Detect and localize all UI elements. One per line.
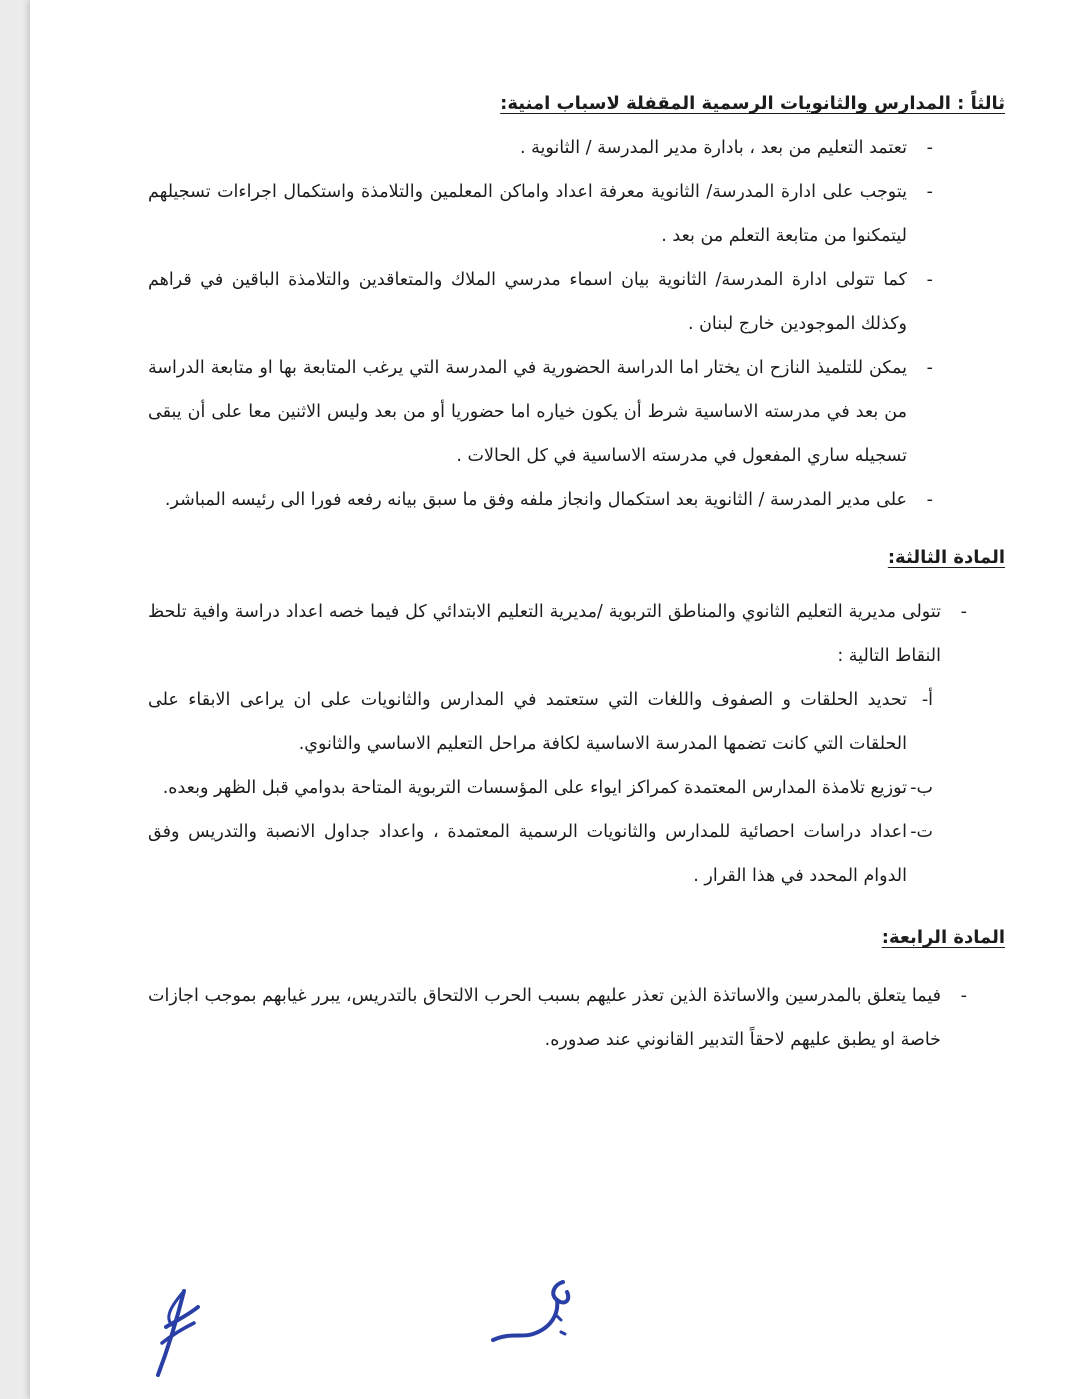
list-item: - كما تتولى ادارة المدرسة/ الثانوية بيان اسماء مدرسي الملاك والمتعاقدين والتلامذة الباقين في قراهم وكذلك الموجودين خارج لبنان . [148, 258, 1005, 346]
point-letter: ب- [910, 778, 933, 798]
list-item: - تعتمد التعليم من بعد ، بادارة مدير المدرسة / الثانوية . [148, 126, 1005, 170]
point-text: اعداد دراسات احصائية للمدارس والثانويات الرسمية المعتمدة ، واعداد جداول الانصبة والتدريس وفق الدوام المحدد في هذا القرار . [148, 822, 907, 886]
document-body [148, 90, 1005, 1062]
point-text: توزيع تلامذة المدارس المعتمدة كمراكز ايواء على المؤسسات التربوية المتاحة بدوامي قبل الظهر وبعده. [162, 778, 907, 798]
list-item [148, 678, 1005, 766]
section-three-heading: ثالثاً : المدارس والثانويات الرسمية المقفلة لاسباب امنية: [500, 93, 1005, 114]
point-letter: أ- [921, 690, 933, 710]
list-item: - فيما يتعلق بالمدرسين والاساتذة الذين تعذر عليهم بسبب الحرب الالتحاق بالتدريس، يبرر غيابهم بموجب اجازات خاصة او يطبق عليهم لاحقاً التدبير القانوني عند صدوره. [148, 974, 1005, 1062]
article-three-points [148, 678, 1005, 898]
point-letter: ت- [910, 822, 933, 842]
list-item: - يمكن للتلميذ النازح ان يختار اما الدراسة الحضورية في المدرسة التي يرغب المتابعة بها او متابعة الدراسة من بعد في مدرسته الاساسية شرط أن يكون خياره اما حضوريا أو من بعد وليس الاثنين معا على أن يبقى تسجيله ساري المفعول في مدرسته الاساسية في كل الحالات . [148, 346, 1005, 478]
signature-right [485, 1270, 595, 1350]
list-item [148, 766, 1005, 810]
article-three-intro: - تتولى مديرية التعليم الثانوي والمناطق التربوية /مديرية التعليم الابتدائي كل فيما خصه اعداد دراسة وافية تلحظ النقاط التالية : [148, 590, 1005, 678]
list-item: - على مدير المدرسة / الثانوية بعد استكمال وانجاز ملفه وفق ما سبق بيانه رفعه فورا الى رئيسه المباشر. [148, 478, 1005, 522]
article-three-intro-list [148, 590, 1005, 678]
article-four-heading: المادة الرابعة: [881, 927, 1005, 948]
signature-left [142, 1285, 202, 1380]
article-four-list [148, 974, 1005, 1062]
article-three-heading: المادة الثالثة: [887, 547, 1005, 568]
point-text: تحديد الحلقات و الصفوف واللغات التي ستعتمد في المدارس والثانويات على ان يراعى الابقاء على الحلقات التي كانت تضمها المدرسة الاساسية لكافة مراحل التعليم الاساسي والثانوي. [148, 690, 907, 754]
section-three-list [148, 126, 1005, 522]
list-item: - يتوجب على ادارة المدرسة/ الثانوية معرفة اعداد واماكن المعلمين والتلامذة واستكمال اجراءات تسجيلهم ليتمكنوا من متابعة التعلم من بعد . [148, 170, 1005, 258]
list-item [148, 810, 1005, 898]
document-page [30, 0, 1080, 1399]
